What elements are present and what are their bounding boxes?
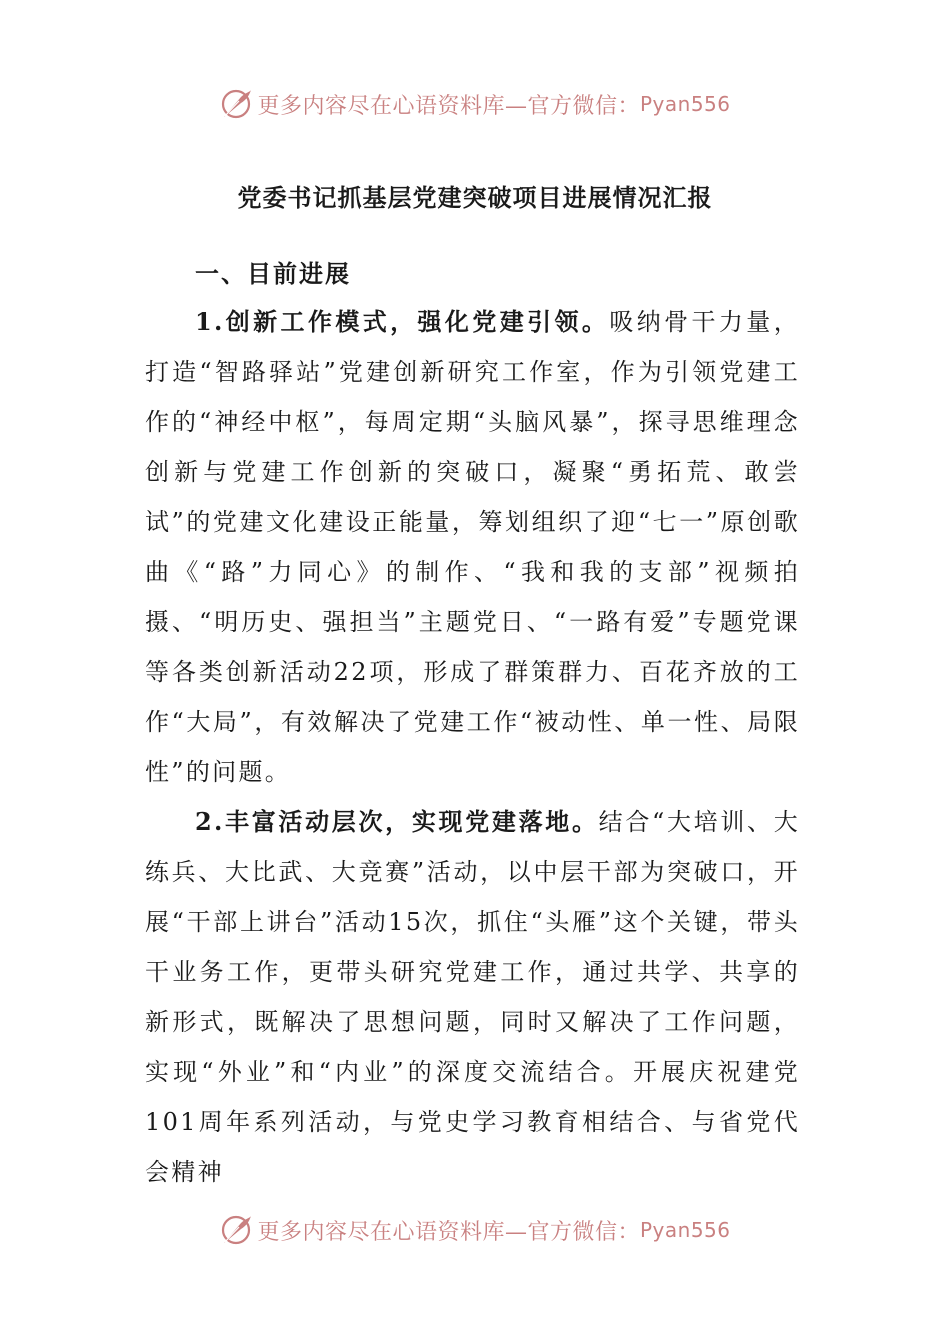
paragraph-1-lead: 1.创新工作模式，强化党建引领。	[195, 307, 610, 336]
watermark-wechat-id: Pyan556	[640, 92, 731, 116]
feather-pen-logo-icon	[219, 1213, 253, 1247]
feather-pen-logo-icon	[219, 87, 253, 121]
section-heading: 一、目前进展	[195, 259, 351, 288]
paragraph-2-lead: 2.丰富活动层次，实现党建落地。	[195, 807, 599, 836]
document-title: 党委书记抓基层党建突破项目进展情况汇报	[237, 183, 713, 212]
paragraph-1-text: 吸纳骨干力量，打造“智路驿站”党建创新研究工作室，作为引领党建工作的“神经中枢”，每周定期“头脑风暴”，探寻思维理念创新与党建工作创新的突破口，凝聚“勇拓荒、敢尝试”的党建文化建设正能量，筹划组织了迎“七一”原创歌曲《“路”力同心》的制作、“我和我的支部”视频拍摄、“明历史、强担当”主题党日、“一路有爱”专题党课等各类创新活动22项，形成了群策群力、百花齐放的工作“大局”，有效解决了党建工作“被动性、单一性、局限性”的问题。	[145, 308, 800, 786]
watermark-text: 更多内容尽在心语资料库—官方微信：	[257, 93, 640, 119]
paragraph-2	[145, 797, 800, 1197]
paragraph-1	[145, 297, 800, 797]
document-body	[145, 297, 800, 1197]
watermark-text: 更多内容尽在心语资料库—官方微信：	[257, 1219, 640, 1245]
watermark-header	[0, 84, 950, 124]
paragraph-2-text: 结合“大培训、大练兵、大比武、大竞赛”活动，以中层干部为突破口，开展“干部上讲台”活动15次，抓住“头雁”这个关键，带头干业务工作，更带头研究党建工作，通过共学、共享的新形式，既解决了思想问题，同时又解决了工作问题，实现“外业”和“内业”的深度交流结合。开展庆祝建党101周年系列活动，与党史学习教育相结合、与省党代会精神	[145, 808, 801, 1186]
watermark-footer	[0, 1210, 950, 1250]
watermark-wechat-id: Pyan556	[640, 1218, 731, 1242]
